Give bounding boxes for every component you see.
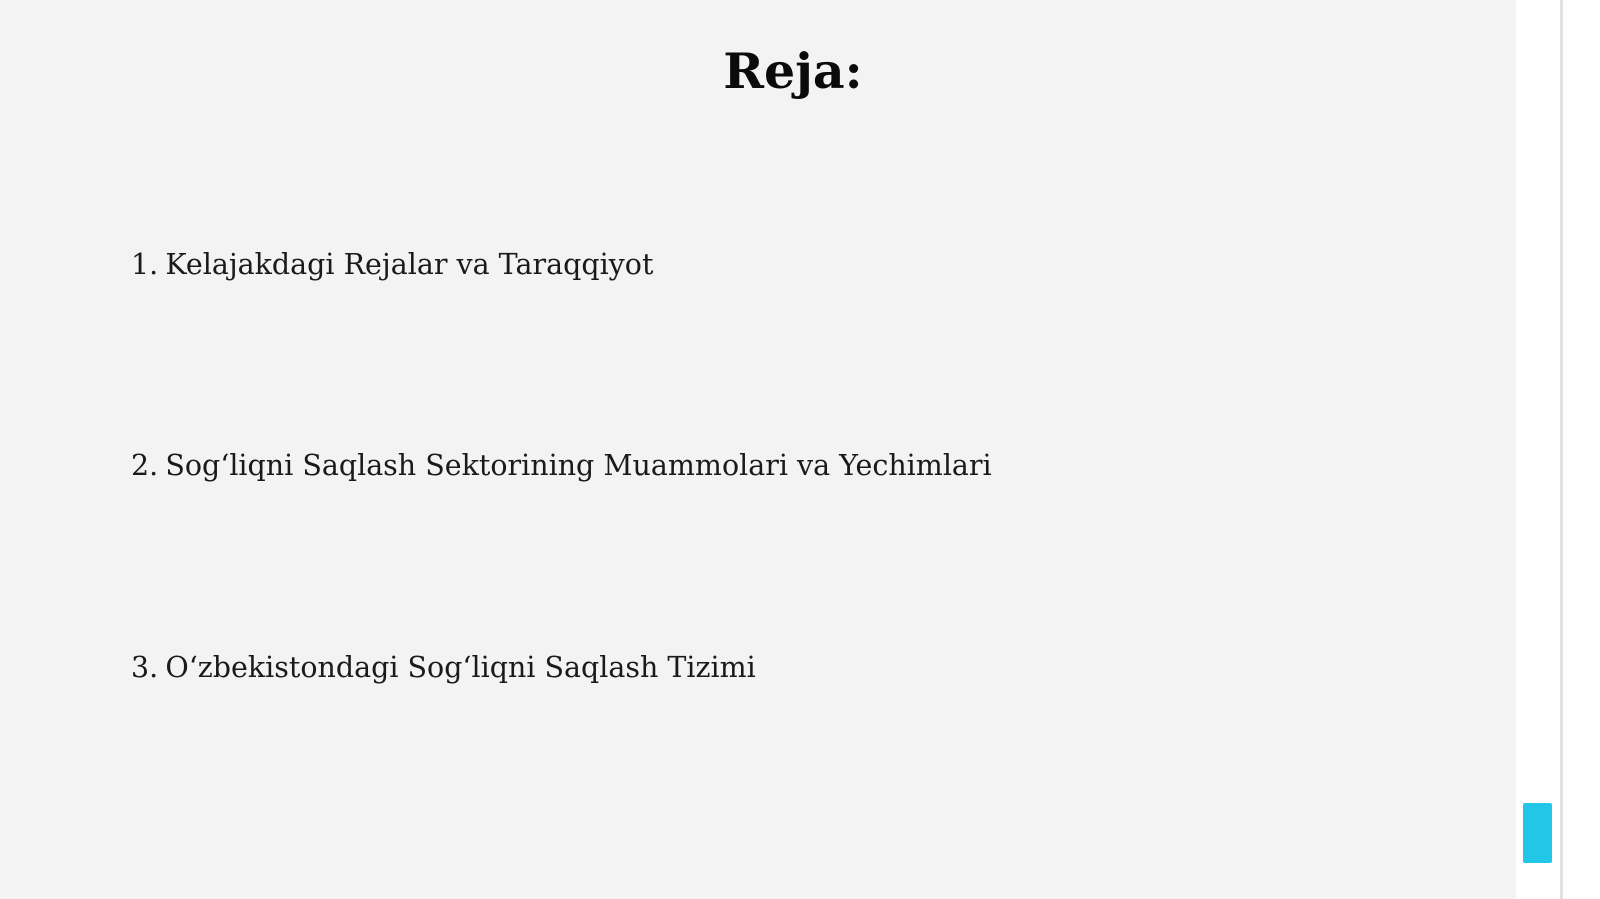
agenda-item-2 [131, 446, 992, 486]
agenda-item-number: 3. [131, 651, 159, 684]
right-gutter [1516, 0, 1560, 899]
agenda-item-number: 1. [131, 248, 159, 281]
scrollbar-track[interactable] [1563, 0, 1600, 899]
slide-title: Reja: [723, 42, 863, 100]
agenda-item-text: O‘zbekistondagi Sog‘liqni Saqlash Tizimi [165, 651, 756, 684]
agenda-item-number: 2. [131, 449, 159, 482]
agenda-item-text: Kelajakdagi Rejalar va Taraqqiyot [165, 248, 654, 281]
agenda-item-1 [131, 245, 653, 285]
agenda-item-text: Sog‘liqni Saqlash Sektorining Muammolari va Yechimlari [165, 449, 992, 482]
scrollbar-thumb[interactable] [1523, 803, 1552, 863]
agenda-item-3 [131, 648, 756, 688]
